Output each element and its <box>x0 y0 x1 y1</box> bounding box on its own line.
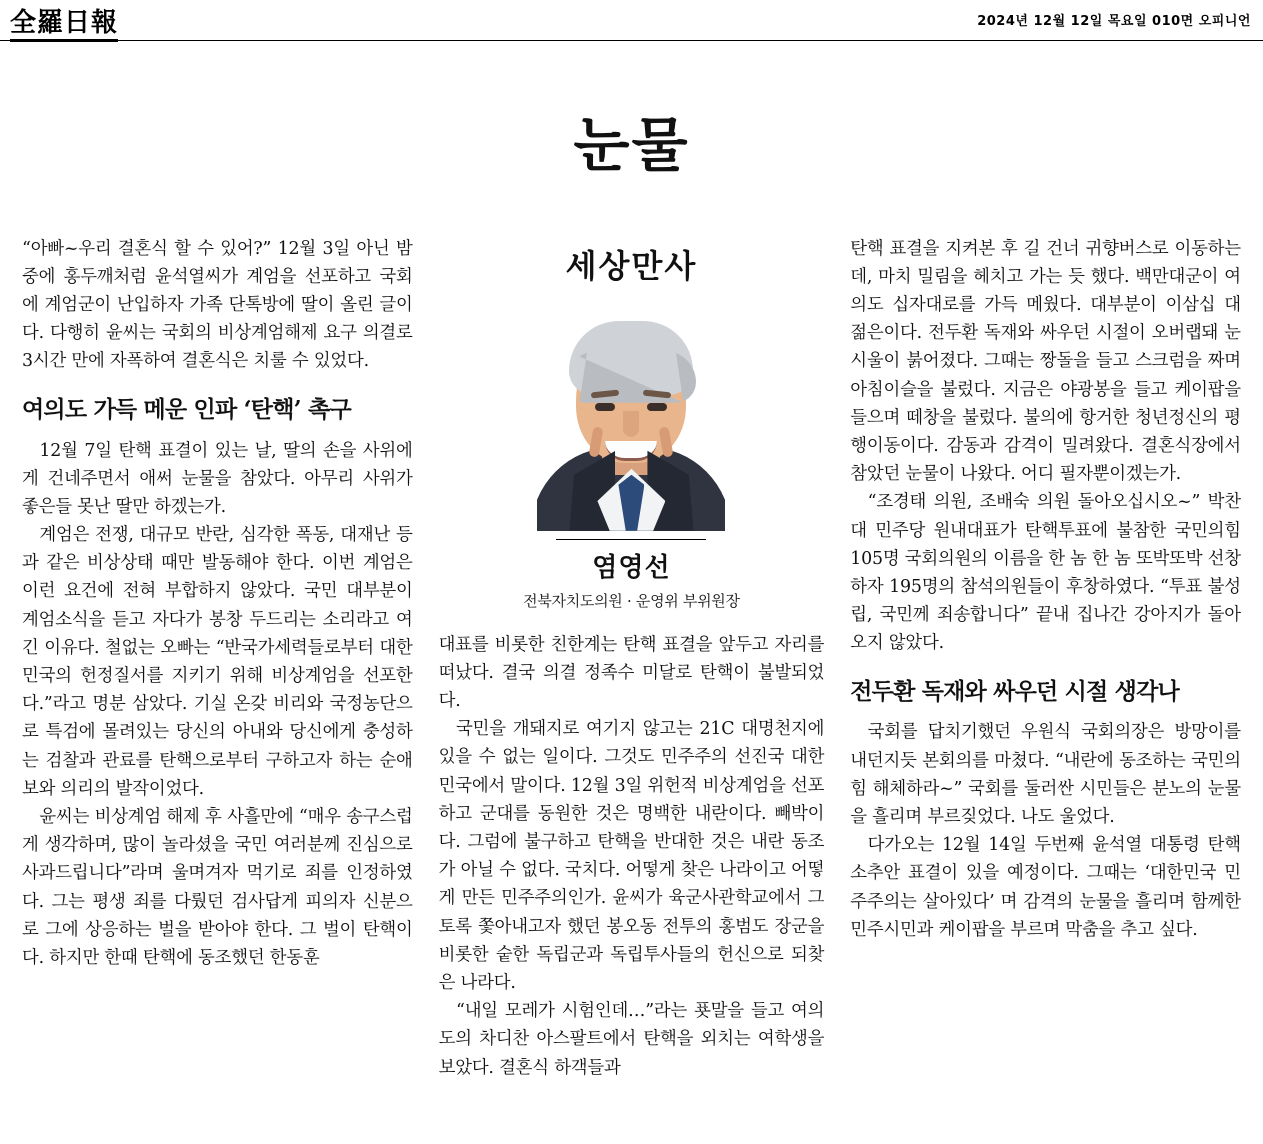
paragraph: 국민을 개돼지로 여기지 않고는 21C 대명천지에 있을 수 없는 일이다. 그것도 민주주의 선진국 대한민국에서 말이다. 12월 3일 위헌적 비상계엄을 선포하고 군대를 동원한 것은 명백한 내란이다. 빼박이다. 그럼에 불구하고 탄핵을 반대한 것은 내란 동조가 아닐 수 없다. 국치다. 어떻게 찾은 나라이고 어떻게 만든 민주주의인가. 윤씨가 육군사관학교에서 그토록 쫓아내고자 했던 봉오동 전투의 홍범도 장군을 비롯한 숱한 독립군과 독립투사들의 헌신으로 되찾은 나라다. <box>438 719 825 993</box>
paragraph: 탄핵 표결을 지켜본 후 길 건너 귀향버스로 이동하는 데, 마치 밀림을 헤치고 가는 듯 했다. 백만대군이 여의도 십자대로를 가득 메웠다. 대부분이 이삼십 대 젊은이다. 전두환 독재와 싸우던 시절이 오버랩돼 눈시울이 붉어졌다. 그때는 짱돌을 들고 스크럼을 짜며 아침이슬을 불렀다. 지금은 야광봉을 들고 케이팝을 들으며 떼창을 불렀다. 불의에 항거한 청년정신의 평행이동이다. 감동과 감격이 밀려왔다. 결혼식장에서 참았던 눈물이 나왔다. 어디 필자뿐이겠는가. <box>850 238 1241 485</box>
author-title: 전북자치도의원 · 운영위 부위원장 <box>523 591 740 610</box>
paragraph: “조경태 의원, 조배숙 의원 돌아오십시오~” 박찬대 민주당 원내대표가 탄핵투표에 불참한 국민의힘 105명 국회의원의 이름을 한 놈 한 놈 또박또박 선창하자 195명의 참석의원들이 후창하였다. “투표 불성립, 국민께 죄송합니다” 끝내 집나간 강아지가 돌아오지 않았다. <box>850 492 1241 654</box>
byline-divider <box>556 539 706 540</box>
author-portrait-wrapper <box>439 299 825 531</box>
subheading: 여의도 가득 메운 인파 ‘탄핵’ 촉구 <box>22 395 351 423</box>
column-center <box>426 235 838 1082</box>
column-left <box>14 235 426 972</box>
page-title: 눈물 <box>573 110 690 179</box>
author-portrait-image <box>537 299 725 531</box>
masthead <box>0 0 1263 40</box>
subheading: 전두환 독재와 싸우던 시절 생각나 <box>850 677 1179 705</box>
column-right <box>837 235 1249 944</box>
issue-date-line: 2024년 12월 12일 목요일 010면 오피니언 <box>977 14 1251 29</box>
newspaper-logo <box>10 2 118 39</box>
paragraph: 국회를 답치기했던 우원식 국회의장은 방망이를 내던지듯 본회의를 마쳤다. “내란에 동조하는 국민의힘 해체하라~” 국회를 둘러싼 시민들은 분노의 눈물을 흘리며 부르짖었다. 나도 울었다. <box>850 722 1241 827</box>
paragraph: 윤씨는 비상계엄 해제 후 사흘만에 “매우 송구스럽게 생각하며, 많이 놀라셨을 국민 여러분께 진심으로 사과드립니다”라며 울며겨자 먹기로 죄를 인정하였다. 그는 평생 죄를 다뤘던 검사답게 피의자 신분으로 그에 상응하는 벌을 받아야 한다. 그 벌이 탄핵이다. 하지만 한때 탄핵에 동조했던 한동훈 <box>22 806 413 968</box>
paragraph: 다가오는 12월 14일 두번째 윤석열 대통령 탄핵소추안 표결이 있을 예정이다. 그때는 ‘대한민국 민주주의는 살아있다’ 며 감격의 눈물을 흘리며 함께한 민주시민과 케이팝을 부르며 막춤을 추고 싶다. <box>850 835 1241 940</box>
column-center-body <box>439 631 825 1082</box>
paragraph: “아빠~우리 결혼식 할 수 있어?” 12월 3일 아닌 밤중에 홍두깨처럼 윤석열씨가 계엄을 선포하고 국회에 계엄군이 난입하자 가족 단톡방에 딸이 올린 글이다. 다행히 윤씨는 국회의 비상계엄해제 요구 의결로 3시간 만에 자폭하여 결혼식은 치룰 수 있었다. <box>22 238 413 372</box>
paragraph: 12월 7일 탄핵 표결이 있는 날, 딸의 손을 사위에게 건네주면서 애써 눈물을 참았다. 아무리 사위가 좋은들 못난 딸만 하겠는가. <box>22 440 413 517</box>
author-name: 염영선 <box>592 552 671 583</box>
article-columns <box>0 235 1263 1082</box>
paragraph: 대표를 비롯한 친한계는 탄핵 표결을 앞두고 자리를 떠났다. 결국 의결 정족수 미달로 탄핵이 불발되었다. <box>438 634 825 712</box>
newspaper-logo-text: 全羅日報 <box>10 8 118 42</box>
section-title: 세상만사 <box>565 246 698 285</box>
paragraph: “내일 모레가 시험인데…”라는 푯말을 들고 여의도의 차디찬 아스팔트에서 탄핵을 외치는 여학생을 보았다. 결혼식 하객들과 <box>438 1001 825 1078</box>
paragraph: 계엄은 전쟁, 대규모 반란, 심각한 폭동, 대재난 등과 같은 비상상태 때만 발동해야 한다. 이번 계엄은 이런 요건에 전혀 부합하지 않았다. 국민 대부분이 계엄소식을 듣고 자다가 봉창 두드리는 소리라고 여긴 이유다. 철없는 오빠는 “반국가세력들로부터 대한민국의 헌정질서를 지키기 위해 비상계엄을 선포한다.”라고 명분 삼았다. 기실 온갖 비리와 국정농단으로 특검에 몰려있는 당신의 아내와 당신에게 충성하는 검찰과 관료를 탄핵으로부터 구하고자 하는 순애보와 의리의 발작이었다. <box>22 525 413 799</box>
masthead-divider <box>0 40 1263 41</box>
